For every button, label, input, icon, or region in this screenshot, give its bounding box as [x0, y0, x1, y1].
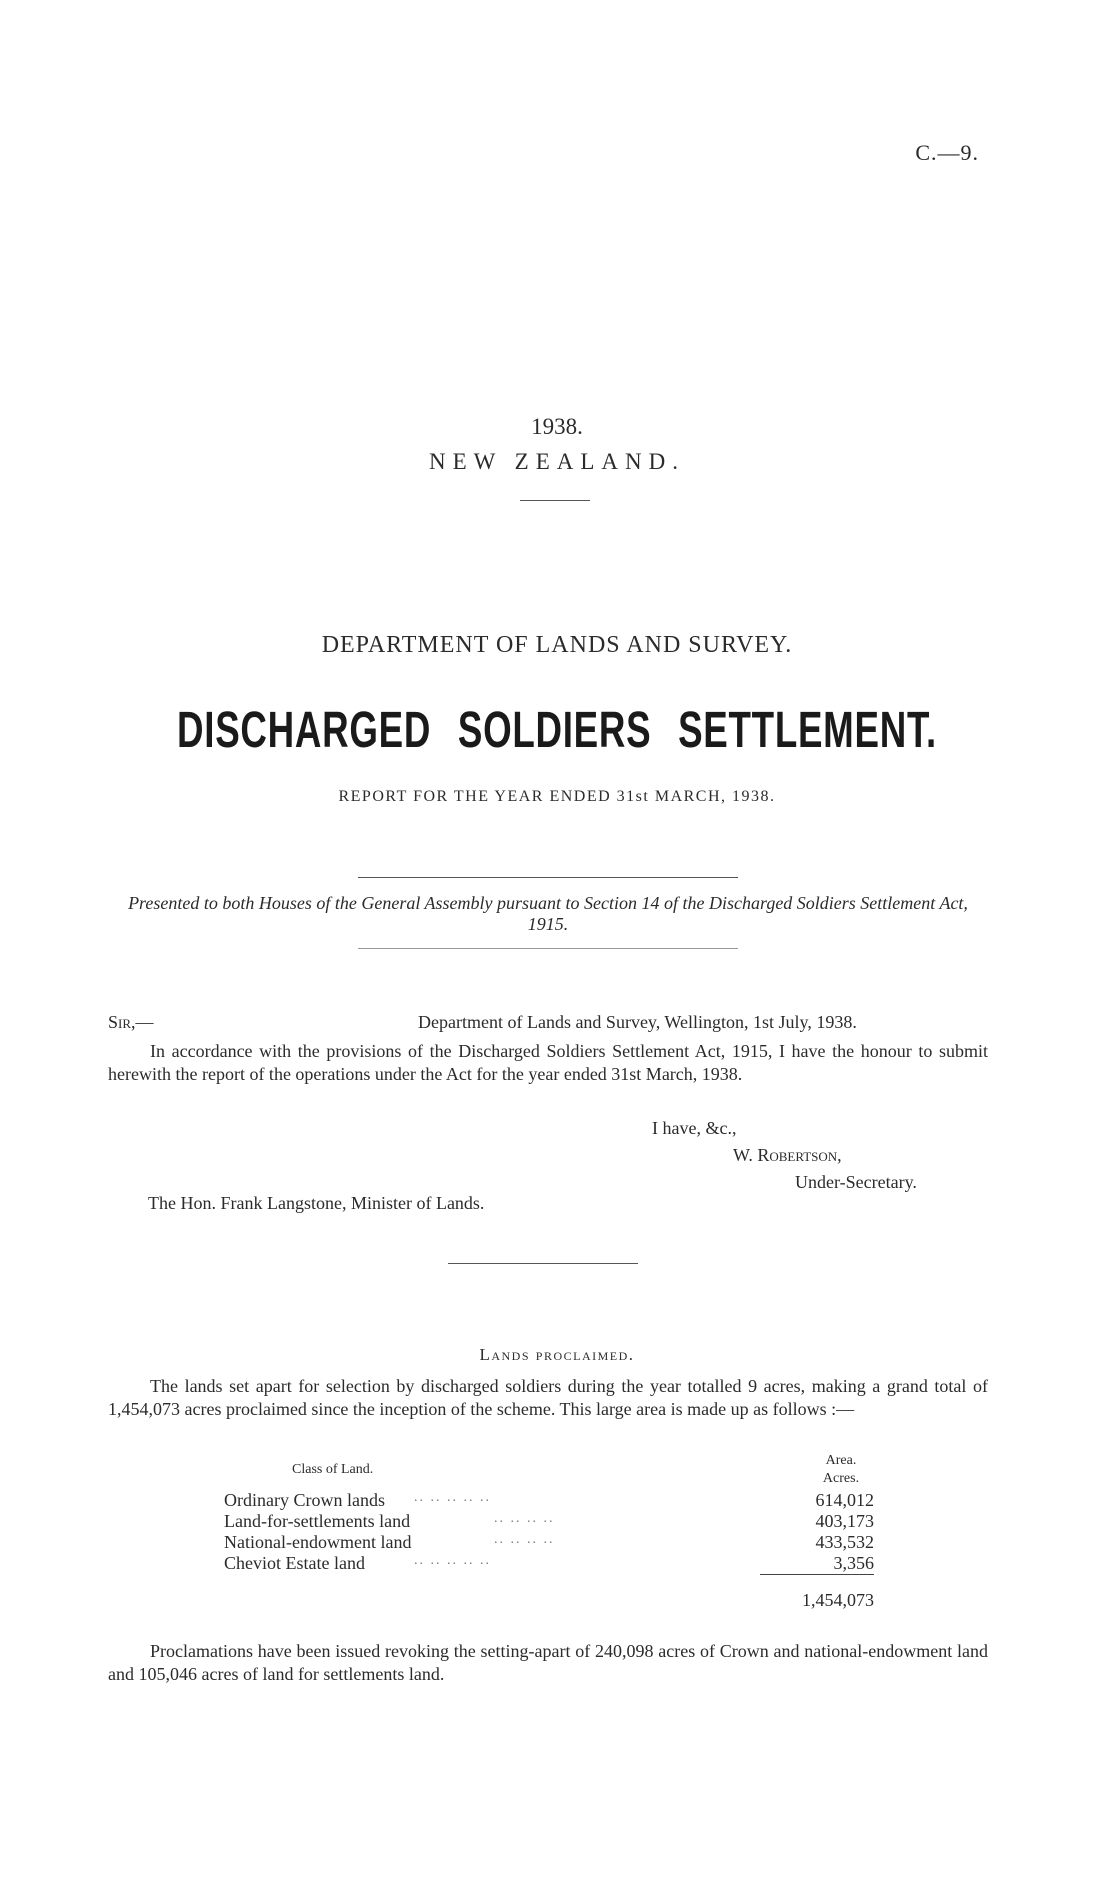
column-header-area: [808, 1452, 874, 1488]
table-row: [224, 1553, 874, 1574]
land-area: 614,012: [815, 1490, 874, 1510]
total-rule: [760, 1574, 874, 1575]
leader-dots: .. .. .. ..: [494, 1532, 555, 1547]
divider: [358, 948, 738, 949]
leader-dots: .. .. .. .. ..: [414, 1553, 491, 1568]
divider: [520, 500, 590, 501]
leader-dots: .. .. .. ..: [494, 1511, 555, 1526]
signatory-name: W. Robertson,: [733, 1145, 842, 1165]
report-subtitle: REPORT FOR THE YEAR ENDED 31st MARCH, 1938.: [338, 788, 776, 805]
table-row: [224, 1511, 874, 1532]
section-heading: Lands proclaimed.: [479, 1345, 635, 1364]
letter-closing: I have, &c.,: [652, 1118, 737, 1138]
land-class: Land-for-settlements land: [224, 1511, 411, 1531]
lands-intro: The lands set apart for selection by discharged soldiers during the year totalled 9 acres, making a grand total of 1,454,073 acres proclaimed since the inception of the scheme. This large area is made up as follows :—: [108, 1376, 988, 1419]
table-row: [224, 1490, 874, 1511]
letter-body: In accordance with the provisions of the Discharged Soldiers Settlement Act, 1915, I have the honour to submit herewith the report of the operations under the Act for the year ended 31st March, 1938.: [108, 1041, 988, 1084]
signatory-title: Under-Secretary.: [795, 1172, 917, 1192]
report-title: DISCHARGED SOLDIERS SETTLEMENT.: [177, 701, 937, 758]
total-area: 1,454,073: [802, 1590, 874, 1610]
land-class: National-endowment land: [224, 1532, 412, 1552]
land-class: Cheviot Estate land: [224, 1553, 365, 1573]
land-class: Ordinary Crown lands: [224, 1490, 385, 1510]
letter-addressee: The Hon. Frank Langstone, Minister of Lands.: [148, 1193, 485, 1213]
area-header-unit: Acres.: [822, 1471, 860, 1486]
divider: [358, 877, 738, 878]
document-code: C.—9.: [915, 140, 979, 165]
department-heading: DEPARTMENT OF LANDS AND SURVEY.: [321, 632, 793, 658]
document-year: 1938.: [531, 414, 583, 439]
column-header-class: Class of Land.: [292, 1462, 374, 1477]
presentation-note: Presented to both Houses of the General Assembly pursuant to Section 14 of the Discharged Soldiers Settlement Act, 1915.: [128, 893, 968, 934]
land-area: 433,532: [815, 1532, 874, 1552]
land-area: 3,356: [833, 1553, 874, 1573]
divider: [448, 1263, 638, 1264]
revocation-paragraph: Proclamations have been issued revoking the setting-apart of 240,098 acres of Crown and national-endowment land and 105,046 acres of land for settlements land.: [108, 1641, 988, 1684]
salutation: [108, 1012, 154, 1033]
area-header-label: Area.: [825, 1453, 857, 1468]
letter-dateline: Department of Lands and Survey, Wellington, 1st July, 1938.: [418, 1012, 857, 1032]
salutation-text: Sir,—: [108, 1012, 154, 1032]
leader-dots: .. .. .. .. ..: [414, 1490, 491, 1505]
table-row: [224, 1532, 874, 1553]
country-heading: NEW ZEALAND.: [428, 449, 686, 474]
land-area: 403,173: [815, 1511, 874, 1531]
